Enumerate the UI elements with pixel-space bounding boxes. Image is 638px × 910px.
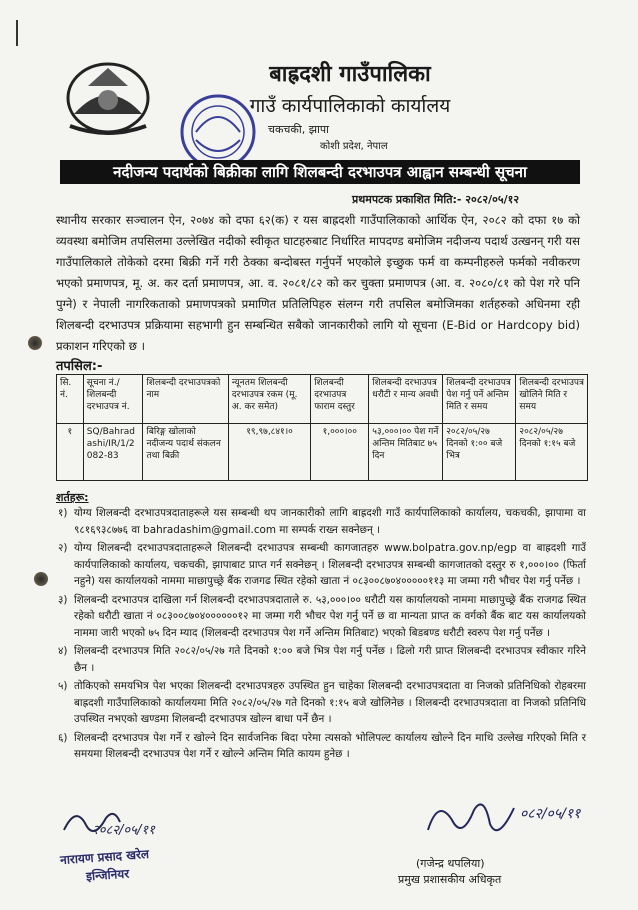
conditions-list <box>58 505 586 765</box>
condition-text: शिलबन्दी दरभाउपत्र पेश गर्ने र खोल्ने दिन सार्वजनिक बिदा परेमा त्यसको भोलिपल्ट कार्यालय खोल्ने दिन माथि उल्लेख गरिएको मिति र समयमा शिलबन्दी दरभाउपत्र पेश गर्ने र खोल्ने अन्तिम मिति कायम हुनेछ । <box>74 731 586 760</box>
condition-number: १) <box>58 507 68 519</box>
condition-text: योग्य शिलबन्दी दरभाउपत्रदाताहरूले यस सम्बन्धी थप जानकारीको लागि बाह्रदशी गाउँ कार्यपालिकाको कार्यालय, चकचकी, झापामा वा ९८१६९३८७७६ वा bahradashim@gmail.com मा सम्पर्क राख्न सक्नेछन् । <box>74 507 586 536</box>
cao-name: (गजेन्द्र थपलिया) <box>416 857 485 870</box>
cell-notice-no: SQ/Bahradashi/IR/1/2082-83 <box>83 424 143 481</box>
condition-item <box>58 540 586 590</box>
condition-item <box>58 678 586 728</box>
condition-number: २) <box>58 542 68 554</box>
condition-text: तोकिएको समयभित्र पेश भएका शिलबन्दी दरभाउपत्रहरु उपस्थित हुन चाहेका शिलबन्दी दरभाउपत्रदाता वा निजको प्रतिनिधिको रोहबरमा बाह्रदशी गाउँपालिकाको कार्यालयमा मिति २०८२/०५/२७ गते दिनको १:१५ बजे खोलिनेछ । शिलबन्दी दरभाउपत्रदाता वा निजको प्रतिनिधि उपस्थित नभएको खण्डमा शिलबन्दी दरभाउपत्र खोल्न बाधा पर्ने छैन । <box>74 680 586 725</box>
notice-title-banner: नदीजन्य पदार्थको बिक्रीका लागि शिलबन्दी दरभाउपत्र आह्वान सम्बन्धी सूचना <box>60 160 580 184</box>
engineer-role: इन्जिनियर <box>85 866 130 884</box>
condition-number: ५) <box>58 680 68 692</box>
bid-details-table <box>56 374 588 481</box>
table-label: तपसिल:- <box>56 359 103 374</box>
condition-text: शिलबन्दी दरभाउपत्र दाखिला गर्न शिलबन्दी दरभाउपत्रदाताले रु. ५३,०००।०० धरौटी यस कार्यालयको नाममा माछापुच्छ्रे बैंक राजगढ स्थित रहेको धरौटी खाता नं ०८३००८७०४००००००१२ मा जम्मा गरी भौचर पेश गर्नु पर्ने छ वा मान्यता प्राप्त क वर्गको बैंक बाट यस कार्यालयको नाममा जारी भएको ७५ दिन म्याद (शिलबन्दी दरभाउपत्र पेश गर्ने अन्तिम मितिबाट) भएको बिडबण्ड धरौटी स्वरुप पेश गर्नु पर्नेछ । <box>74 593 586 639</box>
page-edge-mark <box>16 20 18 46</box>
office-subtitle: गाउँ कार्यपालिकाको कार्यालय <box>249 95 451 117</box>
header-min-amount: न्यूनतम शिलबन्दी दरभाउपत्र रकम (मू. अ. कर समेत) <box>228 375 310 424</box>
condition-item <box>58 592 586 642</box>
cao-role: प्रमुख प्रशासकीय अधिकृत <box>398 873 502 886</box>
condition-text: योग्य शिलबन्दी दरभाउपत्रदाताहरूले शिलबन्दी दरभाउपत्र सम्बन्धी कागजातहरु www.bolpatra.gov.np/egp वा बाह्रदशी गाउँ कार्यपालिकाको कार्यालय, चकचकी, झापाबाट प्राप्त गर्न सक्नेछन् । शिलबन्दी दरभाउपत्र सम्बन्धी कागजातको दस्तुर रु १,०००।०० (फिर्ता नहुने) यस कार्यालयको नाममा माछापुच्छ्रे बैंक राजगढ स्थित रहेको खाता नं ०८३००८७०४०००००११३ मा जम्मा गरी भौचर पेश गर्नु पर्नेछ । <box>74 542 586 587</box>
cell-submit-deadline: २०८२/०५/२७ दिनको १:०० बजे भित्र <box>443 424 516 481</box>
notice-body: स्थानीय सरकार सञ्चालन ऐन, २०७४ को दफा ६२(क) र यस बाह्रदशी गाउँपालिकाको आर्थिक ऐन, २०८२ को दफा १७ को व्यवस्था बमोजिम तपसिलमा उल्लेखित नदीको स्वीकृत घाटहरुबाट निर्धारित मापदण्ड बमोजिम नदीजन्य पदार्थ उत्खनन् गरी यस गाउँपालिकाले तोकेको दरमा बिक्री गर्ने गरी ठेक्का बन्दोबस्त गर्नुपर्ने भएकोले इच्छुक फर्म वा कम्पनीहरुले फर्मको नवीकरण भएको प्रमाणपत्र, मू. अ. कर दर्ता प्रमाणपत्र, आ. व. २०८१/८२ को कर चुक्ता प्रमाणपत्र (आ. व. २०८०/८१ को पेश गरे पनि पुग्ने) र नेपाली नागरिकताको प्रमाणपत्रको प्रमाणित प्रतिलिपिहरु संलग्न गरी तपसिल बमोजिमका शर्तहरुको अधिनमा रही शिलबन्दी दरभाउपत्र प्रक्रियामा सहभागी हुन सम्बन्धित सबैको जानकारीको लागि यो सूचना (E-Bid or Hardcopy bid) प्रकाशन गरिएको छ । <box>56 213 580 353</box>
engineer-signature-date: २०८२/०५/११ <box>92 823 155 838</box>
publish-date: प्रथमपटक प्रकाशित मिति:- २०८२/०५/१२ <box>352 193 520 206</box>
condition-number: ३) <box>58 593 68 606</box>
cell-form-fee: १,०००।०० <box>311 424 369 481</box>
punch-hole <box>28 336 42 350</box>
header-deposit: शिलबन्दी दरभाउपत्र धरौटी र मान्य अवधी <box>369 375 443 424</box>
cell-min-amount: १९,९७,८४१।० <box>228 424 310 481</box>
conditions-label: शर्तहरू: <box>56 491 89 504</box>
header-sn: सि. नं. <box>57 375 84 424</box>
condition-number: ६) <box>58 731 68 744</box>
header-bid-name: शिलबन्दी दरभाउपत्रको नाम <box>143 375 228 424</box>
condition-text: शिलबन्दी दरभाउपत्र मिति २०८२/०५/२७ गते दिनको १:०० बजे भित्र पेश गर्नु पर्नेछ । ढिलो गरी प्राप्त शिलबन्दी दरभाउपत्र स्वीकार गरिने छैन । <box>74 645 586 674</box>
condition-number: ४) <box>58 645 68 657</box>
condition-item <box>58 643 586 676</box>
header-opening-date: शिलबन्दी दरभाउपत्र खोलिने मिति र समय <box>516 375 588 424</box>
office-name: बाह्रदशी गाउँपालिका <box>269 62 431 87</box>
cell-sn: १ <box>57 424 84 481</box>
office-location: चकचकी, झापा <box>268 123 329 136</box>
header-notice-no: सूचना नं./ शिलबन्दी दरभाउपत्र नं. <box>83 375 143 424</box>
cell-deposit: ५३,०००।०० पेश गर्ने अन्तिम मितिबाट ७५ दिन <box>369 424 443 481</box>
table-row <box>57 424 588 481</box>
punch-hole <box>34 572 48 586</box>
cell-opening-date: २०८२/०५/२७ दिनको १:१५ बजे <box>516 424 588 481</box>
table-header-row <box>57 375 588 424</box>
condition-item <box>58 505 586 538</box>
cell-bid-name: बिरिङ्ग खोलाको नदीजन्य पदार्थ संकलन तथा बिक्री <box>143 424 228 481</box>
engineer-name: नारायण प्रसाद खरेल <box>59 846 150 868</box>
condition-item <box>58 730 586 763</box>
header-submit-deadline: शिलबन्दी दरभाउपत्र पेश गर्नु पर्ने अन्तिम मिति र समय <box>443 375 516 424</box>
office-province: कोशी प्रदेश, नेपाल <box>320 141 388 152</box>
cao-signature-date: ०८२/०५/११ <box>520 806 581 822</box>
nepal-emblem-icon <box>64 56 152 136</box>
header-form-fee: शिलबन्दी दरभाउपत्र फाराम दस्तुर <box>311 375 369 424</box>
